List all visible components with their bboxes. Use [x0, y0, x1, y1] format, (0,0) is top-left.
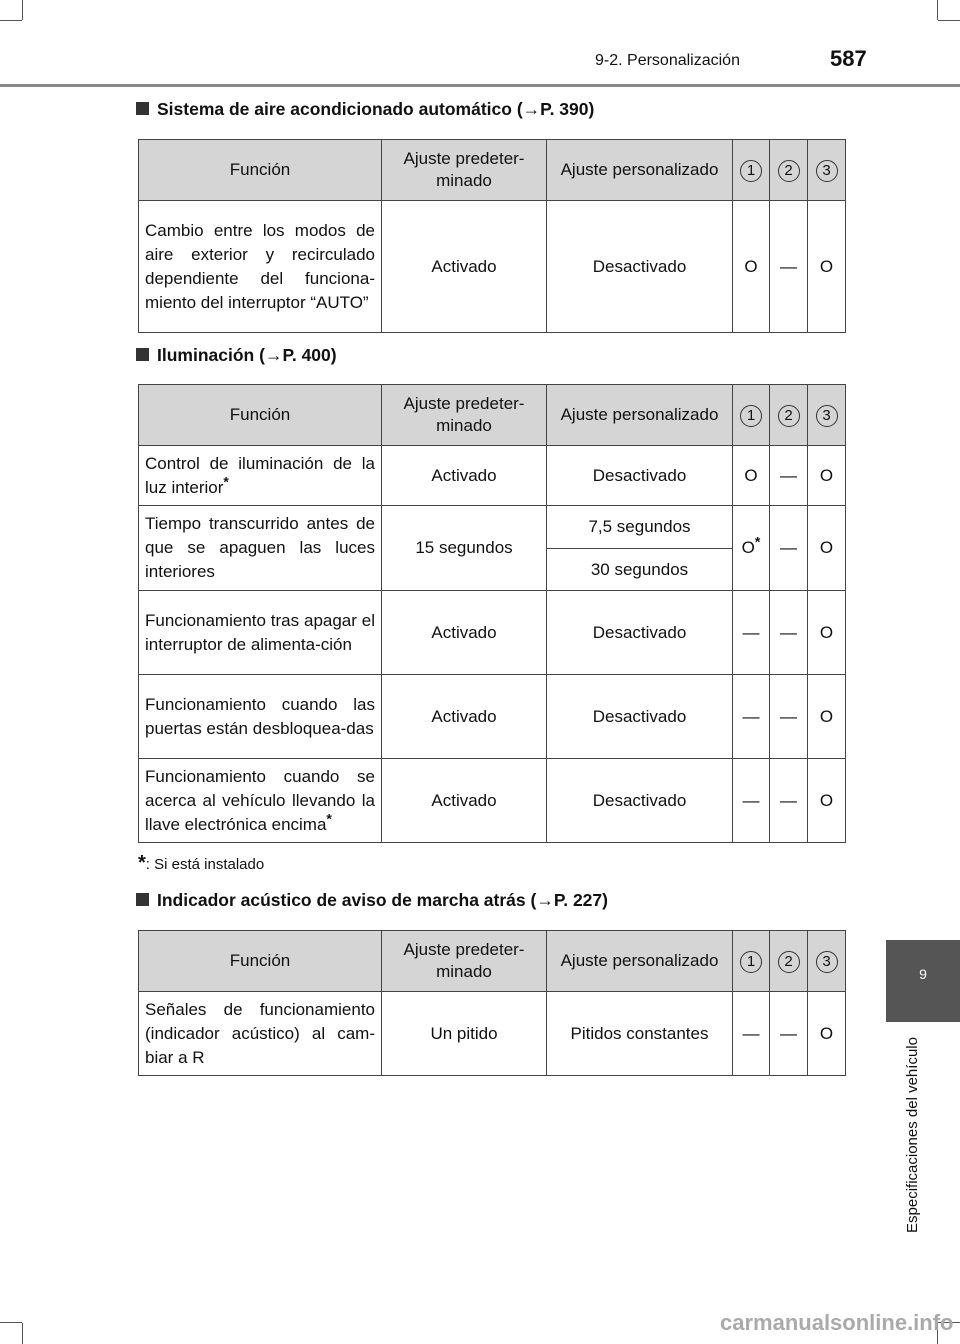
arrow-icon: → — [264, 345, 283, 365]
watermark: carmanualsonline.info — [720, 1310, 954, 1335]
section-bullet-icon — [136, 893, 149, 906]
crop-mark — [22, 0, 23, 20]
chapter-tab-label-wrap — [894, 1022, 934, 1272]
header-col-2: 2 — [770, 385, 808, 446]
arrow-icon: → — [522, 99, 541, 119]
chapter-title: 9-2. Personalización — [595, 52, 740, 69]
crop-mark — [0, 20, 22, 21]
section-title: Iluminación (→P. 400) — [136, 345, 337, 366]
header-default: Ajuste predeter-minado — [382, 385, 547, 446]
page-number: 587 — [830, 46, 867, 71]
section-title: Sistema de aire acondicionado automático (→P. 390) — [136, 99, 594, 120]
settings-table — [138, 930, 846, 1076]
crop-mark — [938, 20, 960, 21]
header-custom: Ajuste personalizado — [547, 931, 733, 992]
header-default: Ajuste predeter-minado — [382, 140, 547, 201]
table-row: Señales de funcionamiento (indicador acústico) al cam-biar a R Un pitido Pitidos constantes — — O — [139, 992, 846, 1076]
settings-table — [138, 139, 846, 333]
chapter-tab-label: Especificaciones del vehículo — [904, 1037, 921, 1233]
header-col-2: 2 — [770, 931, 808, 992]
header-funcion: Función — [139, 931, 382, 992]
table-row: Funcionamiento cuando las puertas están desbloquea-das Activado Desactivado — — O — [139, 675, 846, 759]
header-col-1: 1 — [733, 140, 770, 201]
crop-mark — [0, 1322, 22, 1323]
header-col-3: 3 — [808, 385, 846, 446]
table-row: 30 segundos — [139, 549, 846, 591]
header-col-1: 1 — [733, 931, 770, 992]
table-row: Funcionamiento tras apagar el interruptor de alimenta-ción Activado Desactivado — — O — [139, 591, 846, 675]
header-custom: Ajuste personalizado — [547, 385, 733, 446]
table-row: Control de iluminación de la luz interior* Activado Desactivado O — O — [139, 446, 846, 506]
section-title: Indicador acústico de aviso de marcha atrás (→P. 227) — [136, 890, 608, 911]
arrow-icon: → — [536, 890, 554, 910]
section-bullet-icon — [136, 348, 149, 361]
header-col-3: 3 — [808, 140, 846, 201]
header-funcion: Función — [139, 385, 382, 446]
header-col-3: 3 — [808, 931, 846, 992]
table-row: Cambio entre los modos de aire exterior y recirculado dependiente del funciona-miento del interruptor “AUTO” Activado Desactivado O — O — [139, 201, 846, 333]
chapter-tab — [886, 940, 960, 1022]
table-row: Tiempo transcurrido antes de que se apaguen las luces interiores 15 segundos 7,5 segundos O* — O — [139, 506, 846, 549]
header-custom: Ajuste personalizado — [547, 140, 733, 201]
header-funcion: Función — [139, 140, 382, 201]
header-col-2: 2 — [770, 140, 808, 201]
header-default: Ajuste predeter-minado — [382, 931, 547, 992]
header-rule — [0, 84, 960, 87]
section-bullet-icon — [136, 102, 149, 115]
header-col-1: 1 — [733, 385, 770, 446]
settings-table — [138, 384, 846, 843]
crop-mark — [22, 1323, 23, 1344]
table-row: Funcionamiento cuando se acerca al vehículo llevando la llave electrónica encima* Activado Desactivado — — O — [139, 759, 846, 843]
chapter-tab-number: 9 — [919, 966, 927, 982]
crop-mark — [937, 0, 938, 20]
footnote: *: Si está instalado — [138, 852, 265, 874]
